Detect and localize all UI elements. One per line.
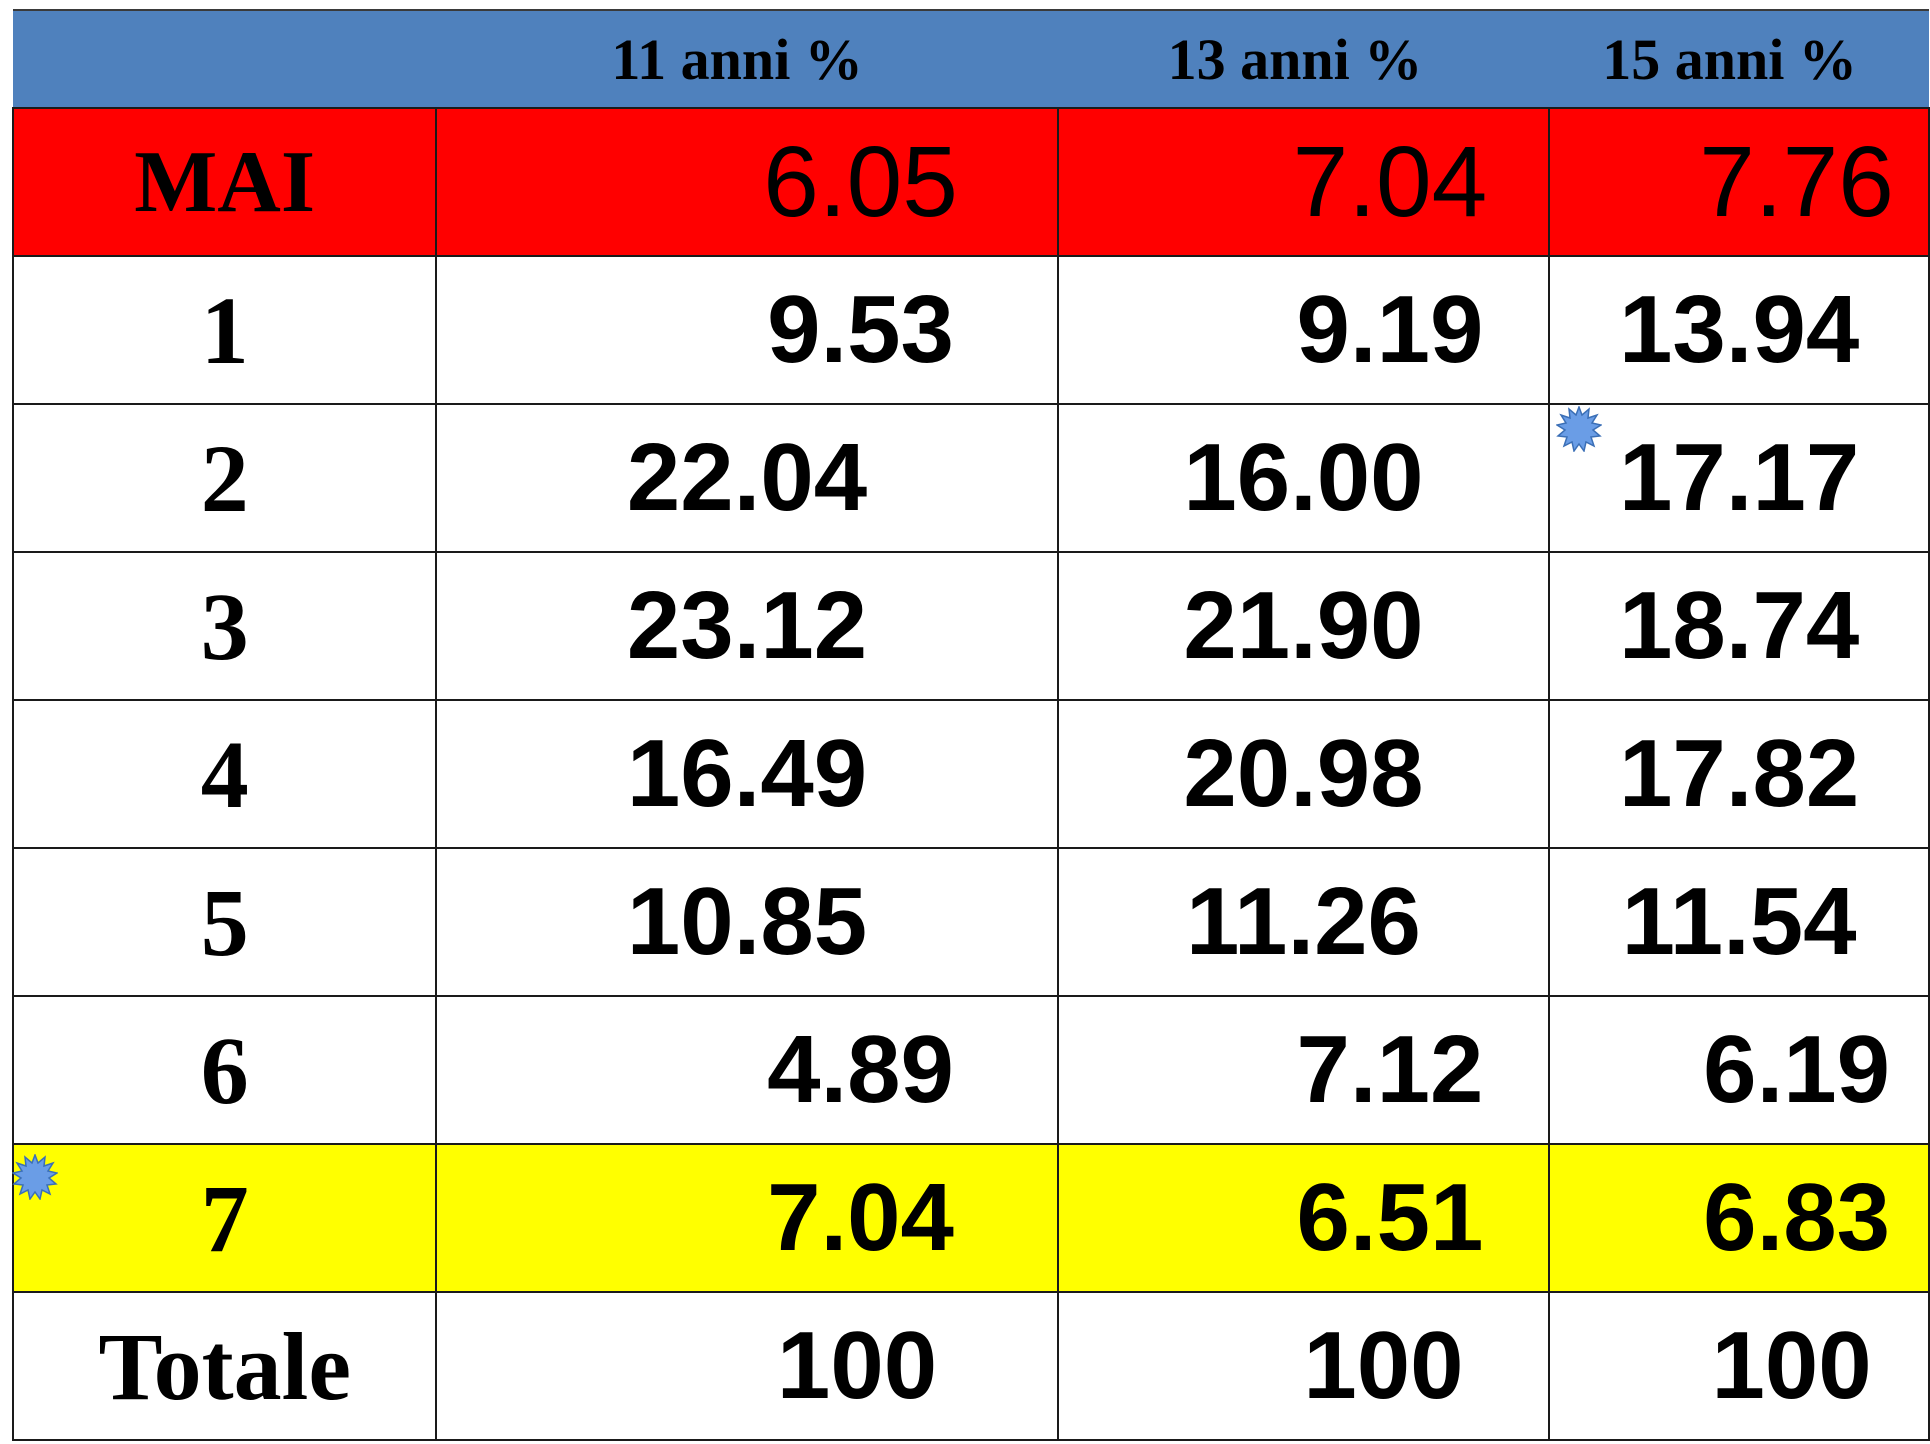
table-cell: 18.74: [1549, 552, 1929, 700]
header-cell-11-anni: 11 anni %: [436, 10, 1057, 108]
table-cell: 16.49: [436, 700, 1057, 848]
table-cell: 17.82: [1549, 700, 1929, 848]
row-label: 7: [13, 1144, 436, 1292]
row-label: 1: [13, 256, 436, 404]
starburst-icon: [1556, 406, 1602, 452]
row-label: 6: [13, 996, 436, 1144]
table-cell: 6.05: [436, 108, 1057, 256]
table-cell: 16.00: [1058, 404, 1550, 552]
table-cell: 13.94: [1549, 256, 1929, 404]
row-label: MAI: [13, 108, 436, 256]
table-row: [13, 552, 1929, 700]
table-row: [13, 848, 1929, 996]
header-cell-13-anni: 13 anni %: [1058, 10, 1550, 108]
table-row: [13, 256, 1929, 404]
table-cell: 7.04: [436, 1144, 1057, 1292]
row-label: 2: [13, 404, 436, 552]
table-cell: 100: [1549, 1292, 1929, 1440]
table-cell: 21.90: [1058, 552, 1550, 700]
table-cell: 4.89: [436, 996, 1057, 1144]
table-cell: 10.85: [436, 848, 1057, 996]
header-cell-15-anni: 15 anni %: [1549, 10, 1929, 108]
table-cell: 23.12: [436, 552, 1057, 700]
table-row: [13, 700, 1929, 848]
table-cell: 100: [436, 1292, 1057, 1440]
table-row: [13, 996, 1929, 1144]
table-row: [13, 404, 1929, 552]
table-cell: 9.19: [1058, 256, 1550, 404]
header-cell-empty: [13, 10, 436, 108]
table-cell: 22.04: [436, 404, 1057, 552]
starburst-icon: [12, 1154, 58, 1200]
table-cell: 6.83: [1549, 1144, 1929, 1292]
row-label: 3: [13, 552, 436, 700]
table-cell: 6.19: [1549, 996, 1929, 1144]
table-row-mai: [13, 108, 1929, 256]
table-cell: 7.04: [1058, 108, 1550, 256]
row-label: 4: [13, 700, 436, 848]
table-header-row: [13, 10, 1929, 108]
table-cell: 100: [1058, 1292, 1550, 1440]
table-cell: 7.76: [1549, 108, 1929, 256]
row-label: Totale: [13, 1292, 436, 1440]
table-cell: 6.51: [1058, 1144, 1550, 1292]
data-table: [12, 9, 1930, 1441]
table-row-highlighted: [13, 1144, 1929, 1292]
table-row-total: [13, 1292, 1929, 1440]
table-cell: 11.54: [1549, 848, 1929, 996]
table-cell: 20.98: [1058, 700, 1550, 848]
table-cell: 11.26: [1058, 848, 1550, 996]
table-cell: 7.12: [1058, 996, 1550, 1144]
row-label: 5: [13, 848, 436, 996]
table-cell: 17.17: [1549, 404, 1929, 552]
table-cell: 9.53: [436, 256, 1057, 404]
